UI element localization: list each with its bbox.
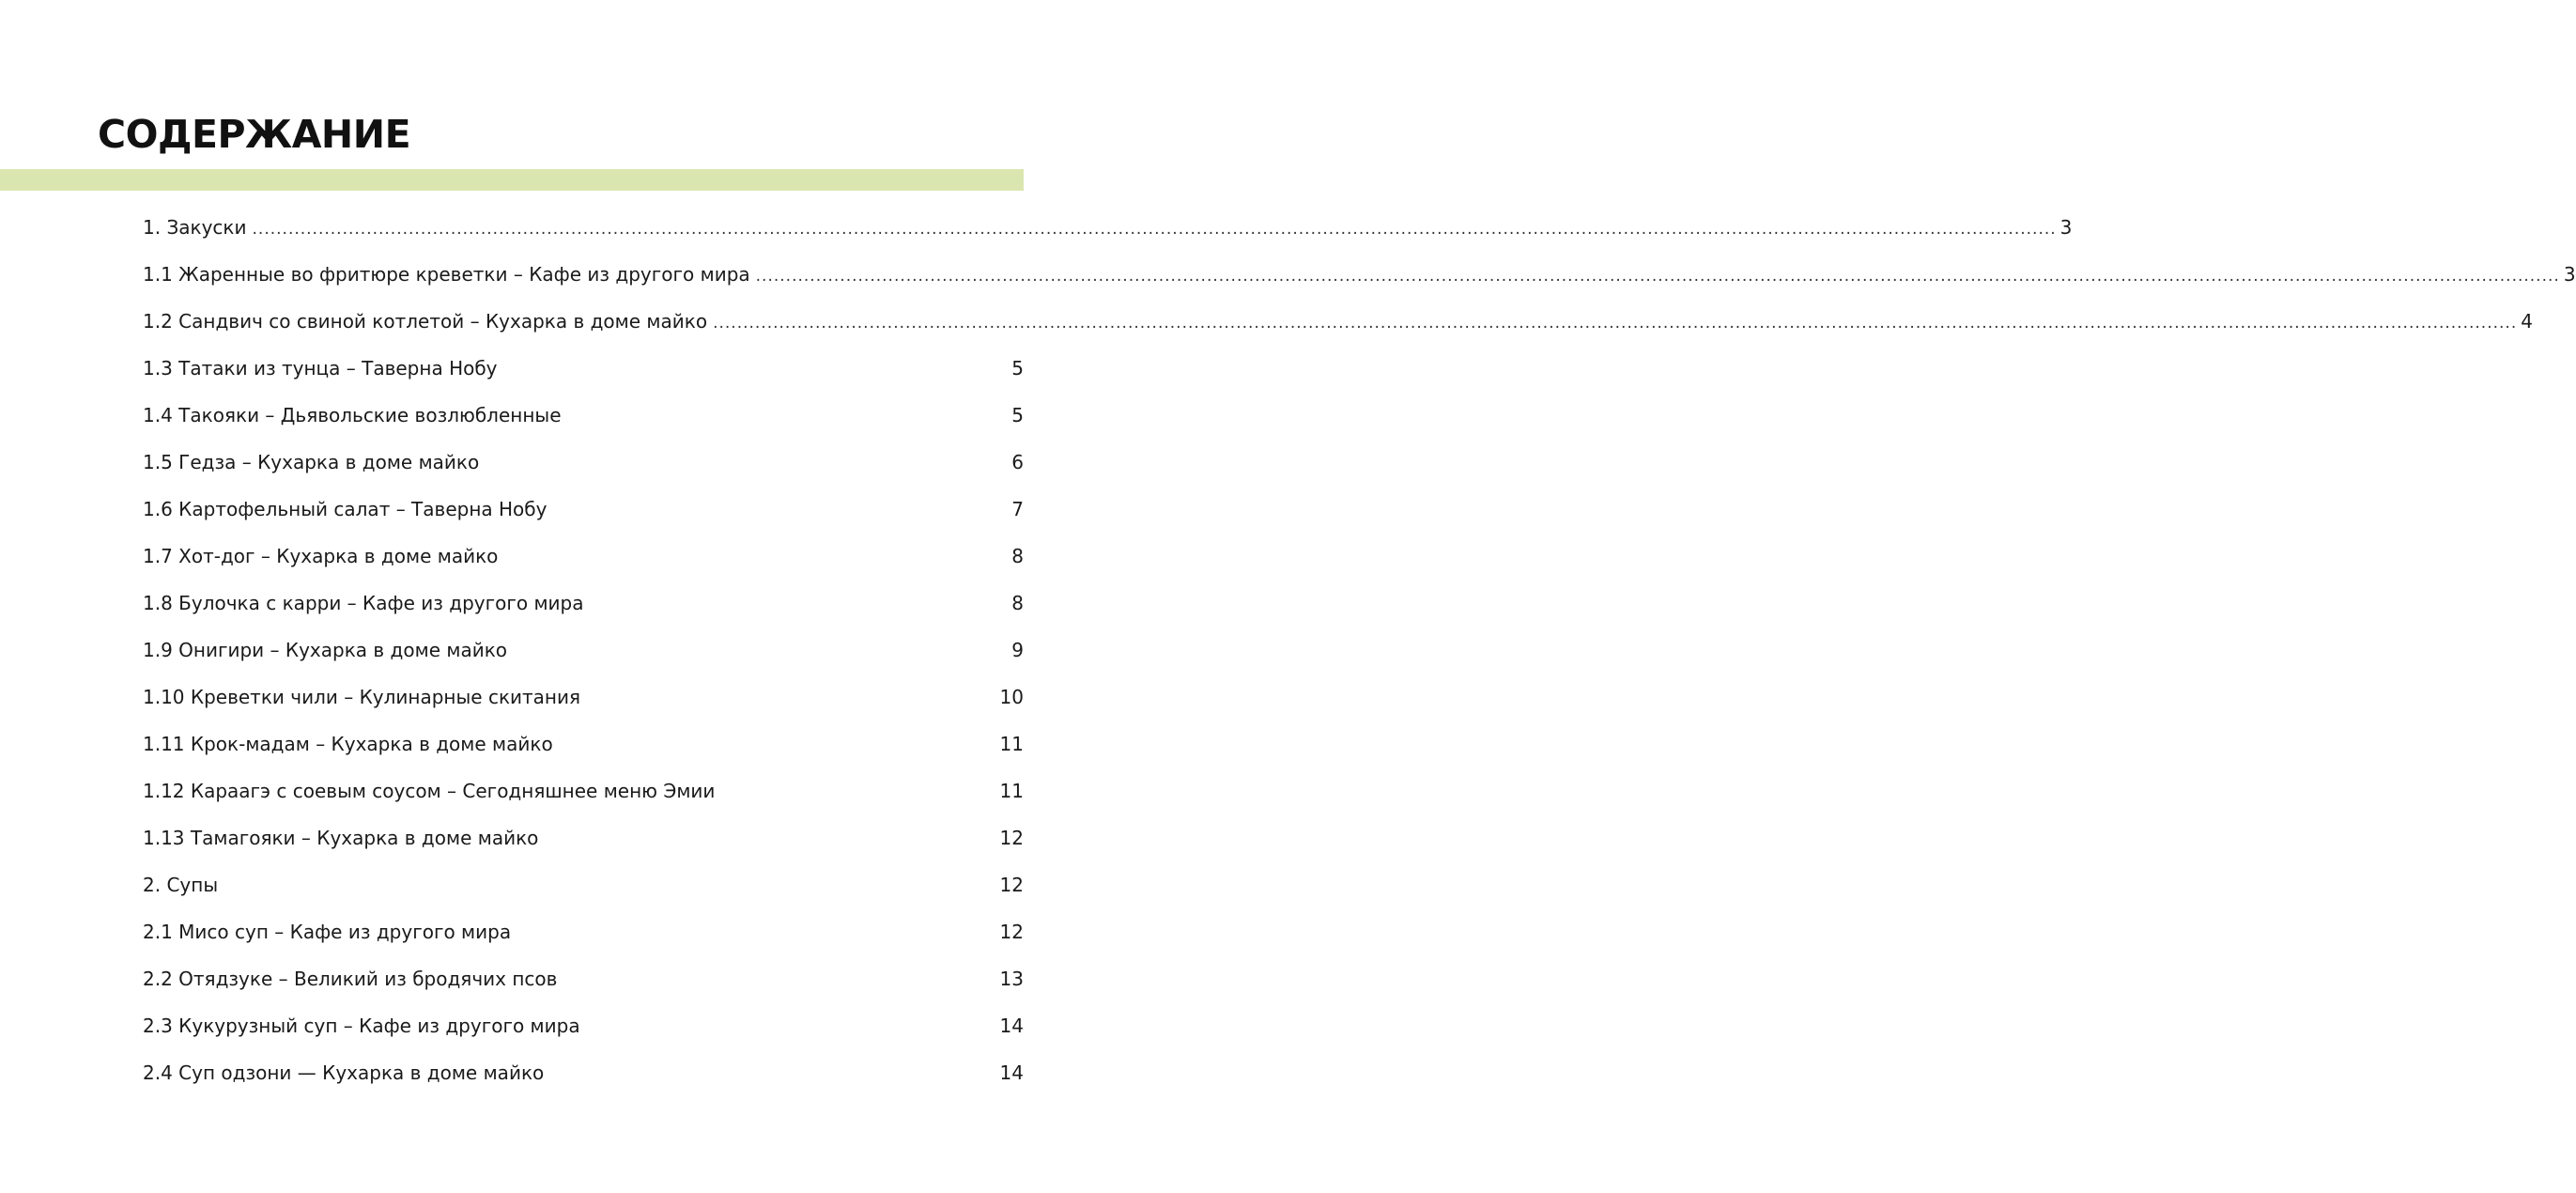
toc-entry-title: 1.4 Такояки – Дьявольские возлюбленные — [143, 404, 562, 426]
toc-entry-title: 1.5 Гедза – Кухарка в доме майко — [143, 451, 480, 473]
toc-entry[interactable] — [143, 298, 2533, 345]
toc-entry-page: 7 — [1011, 498, 1024, 520]
toc-entry[interactable] — [143, 486, 1024, 533]
toc-entry[interactable] — [143, 1049, 1024, 1096]
toc-entry[interactable] — [143, 720, 1024, 767]
toc-entry[interactable] — [143, 861, 1024, 908]
toc-entry-title: 1.6 Картофельный салат – Таверна Нобу — [143, 498, 548, 520]
toc-entry-title: 1.13 Тамагояки – Кухарка в доме майко — [143, 827, 539, 849]
toc-entry-title: 1.7 Хот-дог – Кухарка в доме майко — [143, 545, 499, 567]
toc-entry-title: 1.10 Креветки чили – Кулинарные скитания — [143, 686, 581, 708]
toc-entry-page: 5 — [1011, 404, 1024, 426]
toc-entry-title: 1. Закуски — [143, 216, 247, 239]
toc-entry-page: 8 — [1011, 545, 1024, 567]
toc-entry-page: 12 — [999, 874, 1024, 896]
toc-entry-title: 2.1 Мисо суп – Кафе из другого мира — [143, 921, 512, 943]
toc-dot-leader: ............................................................................................................................................................................................................................................................................................................ — [252, 220, 2057, 239]
toc-entry[interactable] — [143, 439, 1024, 486]
toc-entry[interactable] — [143, 204, 2073, 251]
toc-entry[interactable] — [143, 955, 1024, 1002]
toc-entry-title: 2. Супы — [143, 874, 219, 896]
toc-entry-title: 1.11 Крок-мадам – Кухарка в доме майко — [143, 733, 553, 755]
toc-entry-title: 2.2 Отядзуке – Великий из бродячих псов — [143, 968, 558, 990]
toc-entry-title: 2.4 Суп одзони — Кухарка в доме майко — [143, 1061, 545, 1084]
toc-entry[interactable] — [143, 533, 1024, 580]
toc-entry-title: 1.1 Жаренные во фритюре креветки – Кафе из другого мира — [143, 263, 750, 286]
toc-entry[interactable] — [143, 345, 1024, 392]
toc-entry-page: 5 — [1011, 357, 1024, 380]
toc-entry-title: 1.8 Булочка с карри – Кафе из другого мира — [143, 592, 584, 614]
toc-entry-title: 1.12 Караагэ с соевым соусом – Сегодняшнее меню Эмии — [143, 780, 716, 802]
toc-entry-page: 4 — [2521, 310, 2533, 333]
accent-band — [0, 169, 1024, 191]
table-of-contents — [143, 204, 2576, 1096]
toc-entry[interactable] — [143, 908, 1024, 955]
toc-entry[interactable] — [143, 814, 1024, 861]
toc-entry-page: 3 — [2563, 263, 2576, 286]
toc-entry-title: 1.3 Татаки из тунца – Таверна Нобу — [143, 357, 498, 380]
toc-entry-title: 1.9 Онигири – Кухарка в доме майко — [143, 639, 508, 661]
toc-entry-page: 12 — [999, 827, 1024, 849]
toc-entry-page: 14 — [999, 1061, 1024, 1084]
toc-entry-title: 1.2 Сандвич со свиной котлетой – Кухарка в доме майко — [143, 310, 708, 333]
toc-entry-page: 3 — [2059, 216, 2073, 239]
toc-entry[interactable] — [143, 251, 2576, 298]
toc-dot-leader: ............................................................................................................................................................................................................................................................................................................ — [713, 314, 2518, 333]
toc-entry[interactable] — [143, 627, 1024, 674]
toc-entry[interactable] — [143, 674, 1024, 720]
page-title: СОДЕРЖАНИЕ — [98, 112, 411, 157]
toc-entry-page: 6 — [1011, 451, 1024, 473]
toc-entry-title: 2.3 Кукурузный суп – Кафе из другого мира — [143, 1015, 580, 1037]
toc-entry-page: 11 — [999, 733, 1024, 755]
toc-entry-page: 11 — [999, 780, 1024, 802]
toc-entry-page: 8 — [1011, 592, 1024, 614]
toc-entry-page: 13 — [999, 968, 1024, 990]
toc-entry[interactable] — [143, 580, 1024, 627]
toc-entry-page: 9 — [1011, 639, 1024, 661]
toc-entry-page: 10 — [999, 686, 1024, 708]
toc-entry-page: 14 — [999, 1015, 1024, 1037]
toc-entry[interactable] — [143, 392, 1024, 439]
toc-entry[interactable] — [143, 1002, 1024, 1049]
toc-entry-page: 12 — [999, 921, 1024, 943]
toc-dot-leader: ............................................................................................................................................................................................................................................................................................................ — [755, 267, 2560, 286]
toc-entry[interactable] — [143, 767, 1024, 814]
